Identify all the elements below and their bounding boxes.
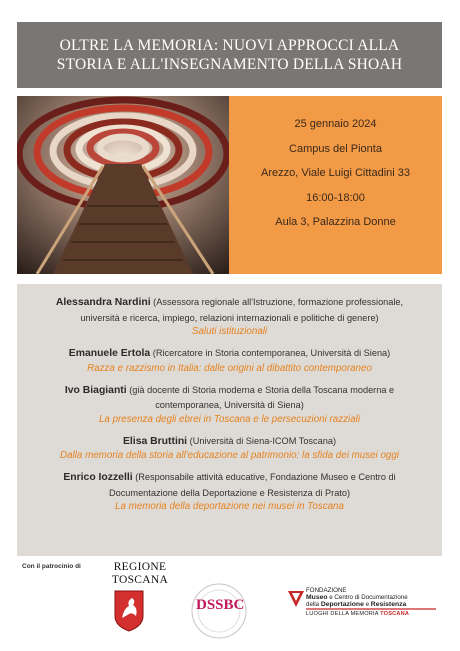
regione-line-2: TOSCANA [111, 574, 169, 586]
speaker-affiliation-cont: università e ricerca, impiego, relazioni internazionali e politiche di genere) [80, 312, 379, 323]
speaker-talk: La presenza degli ebrei in Toscana e le persecuzioni razziali [98, 413, 361, 425]
event-room: Aula 3, Palazzina Donne [275, 216, 396, 228]
event-venue: Campus del Pionta [289, 142, 382, 155]
luoghi-text: LUOGHI DELLA MEMORIA [306, 611, 379, 617]
title-line-2: STORIA E ALL'INSEGNAMENTO DELLA SHOAH [56, 56, 403, 73]
event-time: 16:00-18:00 [306, 191, 365, 204]
museo-line-2b: e Centro di Documentazione [329, 593, 408, 601]
speaker-item [17, 295, 442, 339]
dssbc-logo-text: DSSBC [196, 597, 245, 613]
pegasus-shield-icon [114, 590, 144, 632]
speaker-item [17, 346, 442, 376]
tunnel-staircase-photo [17, 96, 229, 274]
museo-line-3c: e [365, 600, 370, 608]
museo-logo-text [306, 588, 408, 608]
speaker-affiliation: (Assessora regionale all'Istruzione, formazione professionale, [153, 297, 404, 307]
speaker-affiliation: (Ricercatore in Storia contemporanea, Università di Siena) [152, 348, 391, 358]
speaker-name: Elisa Bruttini [122, 435, 188, 447]
speaker-name: Ivo Biagianti [64, 384, 127, 396]
event-address: Arezzo, Viale Luigi Cittadini 33 [261, 167, 410, 179]
speakers-box [17, 284, 442, 556]
speaker-talk: Saluti istituzionali [191, 326, 268, 337]
luoghi-toscana: TOSCANA [380, 611, 410, 617]
speaker-affiliation-cont: contemporanea, Università di Siena) [155, 400, 304, 410]
speaker-talk: Dalla memoria della storia all'educazione al patrimonio: la sfida dei musei oggi [60, 450, 399, 461]
speaker-affiliation: (già docente di Storia moderna e Storia della Toscana moderna e [129, 384, 395, 395]
speaker-affiliation: (Università di Siena-ICOM Toscana) [189, 435, 337, 446]
title-band [17, 22, 442, 88]
speaker-affiliation: (Responsabile attività educative, Fondazione Museo e Centro di [135, 472, 396, 482]
speaker-talk: Razza e razzismo in Italia: dalle origini al dibattito contemporaneo [87, 362, 372, 374]
event-info-box [229, 96, 442, 274]
regione-line-1: REGIONE [113, 561, 167, 573]
museo-line-2a: Museo [306, 593, 328, 601]
speaker-affiliation-cont: Documentazione della Deportazione e Resistenza di Prato) [108, 487, 351, 498]
speaker-name: Enrico Iozzelli [63, 472, 133, 483]
patronage-label: Con il patrocinio di [22, 563, 81, 570]
regione-toscana-logo [110, 561, 170, 586]
event-date: 25 gennaio 2024 [294, 118, 377, 130]
luoghi-memoria-label [306, 611, 409, 617]
speaker-name: Alessandra Nardini [55, 297, 151, 308]
speaker-item [17, 470, 442, 514]
speaker-name: Emanuele Ertola [68, 348, 151, 359]
title-line-1: OLTRE LA MEMORIA: NUOVI APPROCCI ALLA [59, 37, 400, 54]
museo-line-3b: Deportazione [320, 600, 364, 608]
speaker-item [17, 383, 442, 427]
museo-line-3a: della [306, 600, 320, 608]
museo-line-1: FONDAZIONE [306, 587, 347, 594]
speaker-talk: La memoria della deportazione nei musei in Toscana [115, 501, 344, 512]
museo-line-3d: Resistenza [370, 600, 407, 608]
speaker-item [17, 434, 442, 464]
